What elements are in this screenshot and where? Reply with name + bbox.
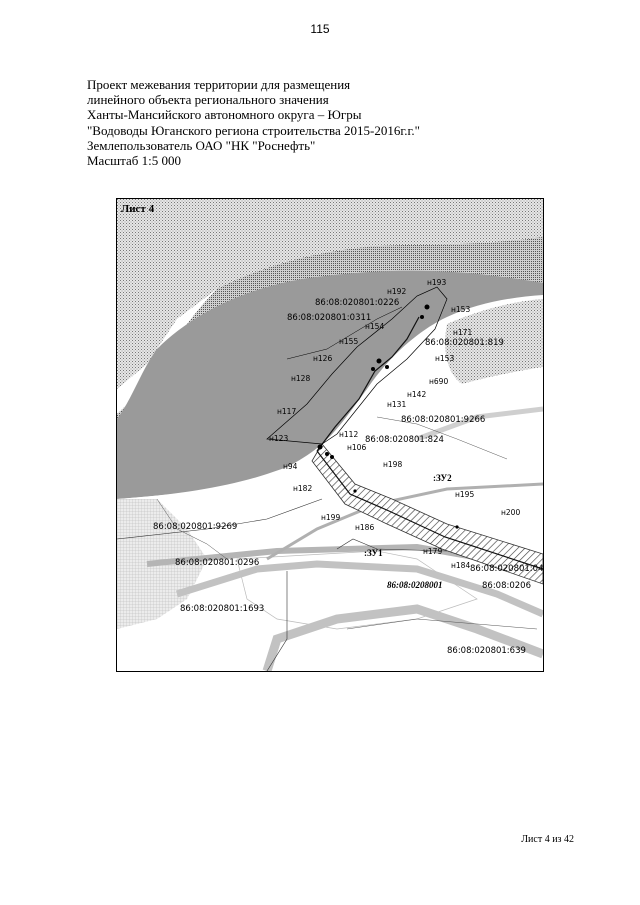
parcel-639: 86:08:020801:639 [447, 646, 526, 656]
parcel-0311: 86:08:020801:0311 [287, 313, 372, 323]
point-n182: н182 [293, 484, 313, 493]
parcel-0206: 86:08:0206 [482, 581, 531, 591]
point-n690: н690 [429, 377, 449, 386]
point-n94: н94 [283, 462, 298, 471]
point-n171: н171 [453, 328, 473, 337]
parcel-0226: 86:08:020801:0226 [315, 298, 400, 308]
zone-zu1: :ЗУ1 [364, 548, 383, 558]
point-n123: н123 [269, 434, 289, 443]
point-n198: н198 [383, 460, 403, 469]
point-n154: н154 [365, 322, 385, 331]
header-scale: Масштаб 1:5 000 [87, 153, 181, 169]
point-n179: н179 [423, 547, 443, 556]
header-line-1: Проект межевания территории для размещения [87, 77, 351, 92]
point-n153: н153 [451, 305, 471, 314]
point-n199: н199 [321, 513, 341, 522]
sheet-counter: Лист 4 из 42 [521, 834, 574, 845]
document-header [87, 77, 587, 168]
sheet-label: Лист 4 [121, 203, 155, 215]
parcel-819: 86:08:020801:819 [425, 338, 504, 348]
point-n153b: н153 [435, 354, 455, 363]
parcel-04: 86:08:020801:04 [470, 564, 543, 574]
header-line-3: Ханты-Мансийского автономного округа – Югры [87, 107, 362, 123]
point-n142: н142 [407, 390, 427, 399]
point-n200: н200 [501, 508, 521, 517]
point-n128: н128 [291, 374, 311, 383]
parcel-9269: 86:08:020801:9269 [153, 522, 238, 532]
header-line-4: "Водоводы Юганского региона строительства 2015-2016г.г." [87, 122, 420, 138]
header-line-2: линейного объекта регионального значения [87, 92, 329, 108]
zone-zu2: :ЗУ2 [433, 473, 452, 483]
point-n131: н131 [387, 400, 407, 409]
page-number: 115 [310, 22, 330, 36]
parcel-0296: 86:08:020801:0296 [175, 558, 260, 568]
point-n195: н195 [455, 490, 475, 499]
point-n112: н112 [339, 430, 359, 439]
parcel-824: 86:08:020801:824 [365, 435, 444, 445]
point-n106: н106 [347, 443, 367, 452]
point-n117: н117 [277, 407, 297, 416]
header-line-5: Землепользователь ОАО "НК "Роснефть" [87, 137, 316, 153]
parcel-9266: 86:08:020801:9266 [401, 415, 486, 425]
point-n126: н126 [313, 354, 333, 363]
point-n186: н186 [355, 523, 375, 532]
point-n193: н193 [427, 278, 447, 287]
cadastral-quarter: 86:08:0208001 [387, 580, 443, 590]
point-n192: н192 [387, 287, 407, 296]
cadastral-map [116, 198, 544, 672]
point-n155: н155 [339, 337, 359, 346]
parcel-1693: 86:08:020801:1693 [180, 604, 265, 614]
point-n184: н184 [451, 561, 471, 570]
